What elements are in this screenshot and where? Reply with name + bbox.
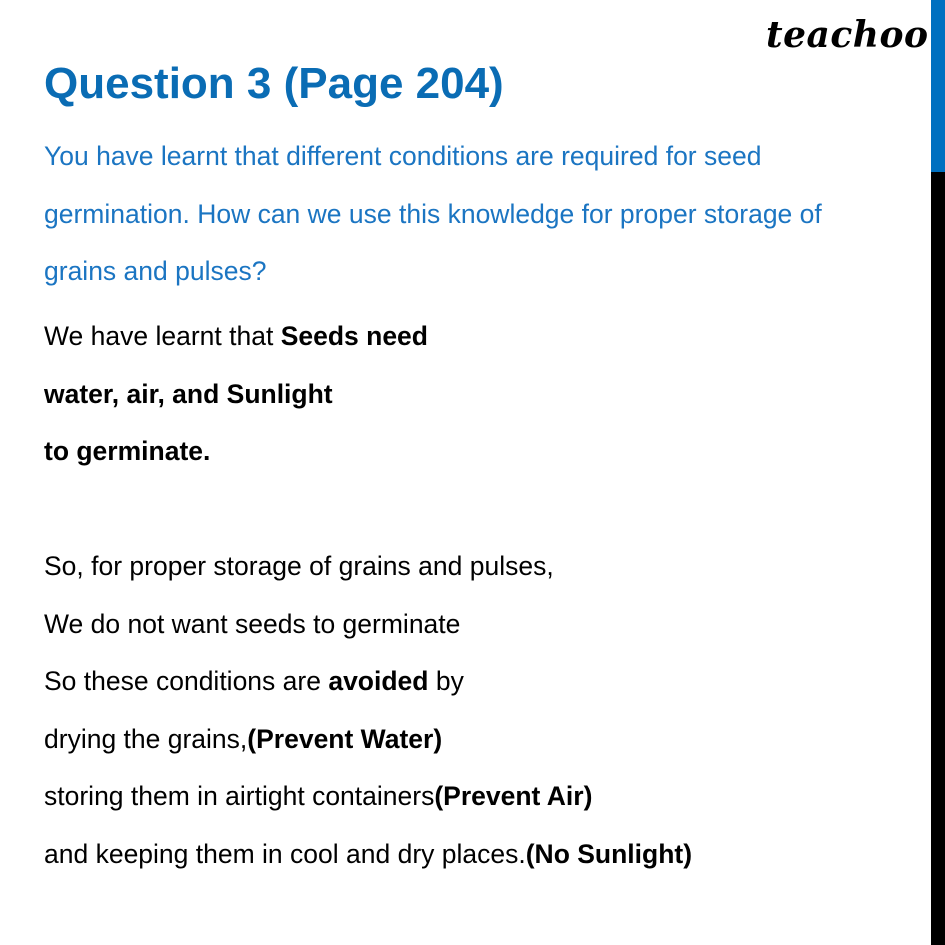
answer-block: [44, 308, 904, 883]
answer-line-6-text: So these conditions are: [44, 666, 329, 696]
side-bar-accent: [931, 0, 945, 172]
answer-line-1-text: We have learnt that: [44, 321, 281, 351]
answer-line-6-suffix: by: [428, 666, 464, 696]
answer-line-8-text: storing them in airtight containers: [44, 781, 435, 811]
question-text: You have learnt that different conditions are required for seed germination. How can we use this knowledge for proper storage of grains and pulses?: [44, 141, 822, 286]
answer-line-9: [44, 826, 904, 884]
side-bar: [931, 0, 945, 945]
answer-line-3: [44, 423, 904, 481]
answer-line-8-bold: (Prevent Air): [434, 781, 593, 811]
answer-line-6: [44, 653, 904, 711]
teachoo-logo: teachoo: [766, 14, 929, 56]
answer-line-1: [44, 308, 904, 366]
answer-line-7-bold: (Prevent Water): [247, 723, 443, 754]
page-title: Question 3 (Page 204): [44, 59, 504, 108]
answer-line-7-text: drying the grains,: [44, 723, 248, 754]
answer-line-6-bold: avoided: [328, 666, 429, 696]
answer-line-2-bold: water, air, and Sunlight: [44, 378, 333, 409]
answer-line-9-text: and keeping them in cool and dry places.: [44, 838, 526, 869]
answer-line-9-bold: (No Sunlight): [525, 838, 693, 869]
answer-line-5: We do not want seeds to germinate: [44, 608, 461, 639]
answer-line-2: [44, 366, 904, 424]
answer-line-4: So, for proper storage of grains and pulses,: [44, 551, 554, 581]
answer-line-1-bold: Seeds need: [280, 321, 428, 351]
answer-line-3-bold: to germinate.: [44, 436, 211, 466]
answer-line-8: [44, 768, 904, 826]
answer-spacer: [44, 481, 904, 539]
answer-line-7: [44, 711, 904, 769]
